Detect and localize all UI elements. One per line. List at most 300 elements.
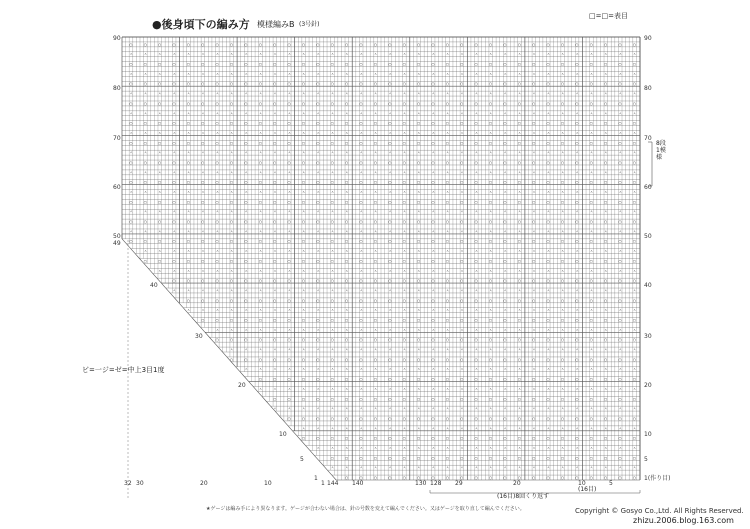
stitch-symbol: ㅅ: [229, 71, 234, 77]
stitch-symbol: ㅅ: [301, 71, 306, 77]
stitch-symbol: ㅅ: [517, 406, 522, 412]
stitch-symbol: ㅅ: [129, 209, 133, 215]
stitch-symbol: ○: [359, 61, 363, 67]
stitch-symbol: ㅅ: [373, 71, 378, 77]
stitch-symbol: ○: [632, 159, 637, 165]
stitch-symbol: ㅅ: [560, 425, 565, 431]
stitch-symbol: ○: [604, 317, 608, 323]
stitch-symbol: ○: [604, 41, 608, 47]
stitch-symbol: ○: [445, 317, 450, 323]
stitch-symbol: ○: [517, 435, 522, 441]
stitch-symbol: ○: [301, 179, 306, 185]
stitch-symbol: ○: [287, 199, 291, 205]
stitch-symbol: ○: [388, 41, 392, 47]
stitch-symbol: ○: [474, 278, 478, 284]
stitch-symbol: ㅅ: [316, 445, 320, 451]
stitch-symbol: ㅅ: [129, 110, 133, 116]
grid-line: [323, 465, 327, 470]
stitch-symbol: ○: [402, 317, 406, 323]
stitch-symbol: ㅅ: [330, 130, 335, 136]
stitch-symbol: ○: [201, 238, 205, 244]
stitch-symbol: ㅅ: [431, 248, 436, 254]
stitch-symbol: ○: [287, 41, 291, 47]
stitch-symbol: ○: [229, 140, 234, 146]
stitch-symbol: ㅅ: [129, 91, 133, 97]
stitch-symbol: ㅅ: [517, 130, 522, 136]
stitch-symbol: ㅅ: [157, 228, 162, 234]
stitch-symbol: ㅅ: [632, 248, 637, 254]
stitch-symbol: ㅅ: [157, 150, 162, 156]
stitch-symbol: ㅅ: [431, 386, 436, 392]
stitch-symbol: ㅅ: [618, 51, 623, 57]
stitch-symbol: ㅅ: [229, 287, 234, 293]
stitch-symbol: ○: [416, 356, 421, 362]
stitch-symbol: ㅅ: [575, 327, 579, 333]
stitch-symbol: ○: [201, 41, 205, 47]
stitch-symbol: ○: [416, 258, 421, 264]
stitch-symbol: ㅅ: [560, 209, 565, 215]
stitch-symbol: ○: [503, 337, 507, 343]
stitch-symbol: ○: [431, 475, 435, 481]
stitch-symbol: ○: [244, 258, 248, 264]
stitch-symbol: ㅅ: [316, 307, 320, 313]
stitch-symbol: ㅅ: [301, 366, 306, 372]
stitch-symbol: ㅅ: [560, 228, 565, 234]
stitch-symbol: ○: [560, 120, 565, 126]
stitch-symbol: ○: [345, 41, 349, 47]
stitch-symbol: ㅅ: [560, 386, 565, 392]
stitch-symbol: ○: [560, 81, 565, 87]
stitch-symbol: ○: [373, 455, 378, 461]
stitch-label: 32: [124, 480, 132, 487]
stitch-symbol: ○: [445, 199, 450, 205]
stitch-symbol: ○: [560, 159, 565, 165]
stitch-symbol: ○: [244, 81, 248, 87]
stitch-symbol: ○: [229, 317, 234, 323]
grid-line: [310, 450, 314, 455]
stitch-symbol: ㅅ: [416, 406, 421, 412]
stitch-symbol: ㅅ: [474, 386, 479, 392]
stitch-symbol: ㅅ: [604, 150, 608, 156]
stitch-symbol: ㅅ: [316, 209, 320, 215]
stitch-symbol: ○: [503, 140, 507, 146]
stitch-symbol: ○: [632, 41, 637, 47]
stitch-symbol: ㅅ: [402, 347, 407, 353]
stitch-symbol: ○: [560, 435, 565, 441]
stitch-symbol: ○: [186, 238, 191, 244]
stitch-symbol: ○: [416, 179, 421, 185]
stitch-symbol: ○: [517, 356, 522, 362]
stitch-symbol: ○: [460, 219, 464, 225]
pattern-name: 模様編みB: [257, 20, 295, 29]
stitch-symbol: ㅅ: [273, 228, 277, 234]
stitch-symbol: ○: [143, 61, 147, 67]
stitch-symbol: ㅅ: [431, 189, 436, 195]
stitch-symbol: ○: [445, 120, 450, 126]
stitch-symbol: ○: [301, 61, 306, 67]
stitch-symbol: ○: [445, 356, 450, 362]
stitch-symbol: ㅅ: [201, 130, 205, 136]
stitch-symbol: ○: [316, 61, 320, 67]
stitch-symbol: ○: [287, 415, 291, 421]
stitch-symbol: ○: [560, 199, 565, 205]
stitch-symbol: ㅅ: [388, 307, 392, 313]
stitch-symbol: ㅅ: [416, 327, 421, 333]
stitch-symbol: ○: [186, 41, 191, 47]
stitch-symbol: ○: [201, 258, 205, 264]
stitch-symbol: ㅅ: [359, 209, 364, 215]
stitch-symbol: ㅅ: [445, 445, 450, 451]
stitch-symbol: ㅅ: [287, 110, 292, 116]
stitch-symbol: ㅅ: [316, 327, 320, 333]
grid-line: [218, 347, 222, 352]
stitch-symbol: ○: [373, 356, 378, 362]
stitch-symbol: ㅅ: [345, 71, 349, 77]
stitch-symbol: ○: [632, 337, 637, 343]
stitch-symbol: ㅅ: [330, 189, 335, 195]
stitch-symbol: ㅅ: [258, 189, 263, 195]
stitch-symbol: ㅅ: [330, 425, 335, 431]
stitch-symbol: ㅅ: [589, 287, 594, 293]
stitch-symbol: ○: [186, 297, 191, 303]
stitch-symbol: ㅅ: [532, 347, 536, 353]
stitch-symbol: ○: [373, 140, 378, 146]
stitch-symbol: ○: [157, 81, 162, 87]
stitch-symbol: ㅅ: [604, 366, 608, 372]
stitch-symbol: ㅅ: [388, 91, 392, 97]
stitch-symbol: ○: [215, 278, 219, 284]
stitch-symbol: ㅅ: [143, 209, 148, 215]
stitch-symbol: ○: [460, 238, 464, 244]
stitch-symbol: ㅅ: [416, 287, 421, 293]
stitch-symbol: ㅅ: [416, 91, 421, 97]
stitch-symbol: ㅅ: [517, 445, 522, 451]
stitch-symbol: ㅅ: [143, 71, 148, 77]
stitch-symbol: ㅅ: [604, 327, 608, 333]
stitch-symbol: ㅅ: [359, 189, 364, 195]
stitch-label: 140: [352, 480, 364, 487]
stitch-symbol: ㅅ: [618, 169, 623, 175]
stitch-symbol: ㅅ: [215, 91, 220, 97]
stitch-symbol: ㅅ: [273, 130, 277, 136]
stitch-symbol: ○: [503, 81, 507, 87]
stitch-symbol: ○: [416, 100, 421, 106]
stitch-symbol: ○: [589, 238, 593, 244]
stitch-symbol: ○: [215, 199, 219, 205]
stitch-symbol: ㅅ: [330, 268, 335, 274]
stitch-symbol: ○: [517, 41, 522, 47]
stitch-symbol: ○: [129, 179, 133, 185]
stitch-symbol: ㅅ: [474, 268, 479, 274]
stitch-label: 5: [609, 480, 613, 487]
stitch-symbol: ㅅ: [416, 130, 421, 136]
stitch-symbol: ㅅ: [618, 445, 623, 451]
stitch-symbol: ㅅ: [575, 51, 579, 57]
stitch-symbol: ㅅ: [416, 386, 421, 392]
stitch-symbol: ○: [345, 159, 349, 165]
stitch-symbol: ㅅ: [244, 248, 248, 254]
stitch-symbol: ㅅ: [316, 189, 320, 195]
stitch-symbol: ○: [431, 100, 435, 106]
stitch-symbol: ○: [517, 238, 522, 244]
stitch-symbol: ○: [575, 278, 579, 284]
stitch-symbol: ○: [215, 337, 219, 343]
stitch-symbol: ○: [517, 317, 522, 323]
stitch-symbol: ㅅ: [402, 169, 407, 175]
stitch-symbol: ㅅ: [445, 110, 450, 116]
stitch-symbol: ㅅ: [503, 406, 507, 412]
stitch-symbol: ○: [532, 41, 536, 47]
stitch-symbol: ㅅ: [532, 465, 536, 471]
stitch-symbol: ㅅ: [287, 366, 292, 372]
stitch-symbol: ㅅ: [345, 91, 349, 97]
stitch-symbol: ㅅ: [359, 228, 364, 234]
stitch-symbol: ㅅ: [517, 51, 522, 57]
stitch-symbol: ○: [359, 219, 363, 225]
stitch-symbol: ㅅ: [244, 327, 248, 333]
stitch-symbol: ○: [215, 238, 219, 244]
stitch-symbol: ㅅ: [273, 110, 277, 116]
stitch-symbol: ㅅ: [474, 347, 479, 353]
stitch-symbol: ㅅ: [229, 228, 234, 234]
stitch-symbol: ○: [157, 199, 162, 205]
stitch-symbol: ㅅ: [618, 110, 623, 116]
stitch-symbol: ○: [618, 179, 622, 185]
stitch-symbol: ㅅ: [575, 209, 579, 215]
stitch-symbol: ㅅ: [560, 366, 565, 372]
stitch-symbol: ㅅ: [618, 465, 623, 471]
stitch-symbol: ○: [618, 100, 622, 106]
stitch-symbol: ㅅ: [560, 189, 565, 195]
stitch-symbol: ○: [431, 41, 435, 47]
stitch-symbol: ○: [575, 179, 579, 185]
stitch-symbol: ㅅ: [431, 406, 436, 412]
stitch-symbol: ○: [186, 100, 191, 106]
stitch-symbol: ○: [546, 297, 550, 303]
stitch-symbol: ㅅ: [632, 366, 637, 372]
stitch-symbol: ○: [589, 475, 593, 481]
stitch-symbol: ㅅ: [445, 386, 450, 392]
stitch-symbol: ○: [388, 278, 392, 284]
grid-line: [249, 382, 253, 387]
stitch-symbol: ㅅ: [316, 91, 320, 97]
stitch-symbol: ○: [273, 41, 277, 47]
stitch-symbol: ㅅ: [632, 91, 637, 97]
stitch-symbol: ○: [172, 100, 176, 106]
stitch-symbol: ○: [157, 258, 162, 264]
stitch-symbol: ㅅ: [287, 268, 292, 274]
stitch-symbol: ㅅ: [359, 268, 364, 274]
stitch-symbol: ㅅ: [416, 425, 421, 431]
stitch-symbol: ○: [604, 356, 608, 362]
stitch-symbol: ○: [488, 61, 493, 67]
stitch-symbol: ㅅ: [215, 248, 220, 254]
stitch-symbol: ㅅ: [445, 307, 450, 313]
stitch-symbol: ㅅ: [560, 150, 565, 156]
stitch-symbol: ○: [157, 219, 162, 225]
grid-line: [257, 391, 261, 396]
stitch-symbol: ㅅ: [244, 209, 248, 215]
stitch-symbol: ㅅ: [604, 287, 608, 293]
stitch-symbol: ㅅ: [416, 445, 421, 451]
stitch-symbol: ㅅ: [632, 228, 637, 234]
stitch-symbol: ○: [388, 297, 392, 303]
stitch-symbol: ○: [215, 41, 219, 47]
stitch-symbol: ㅅ: [532, 307, 536, 313]
stitch-symbol: ○: [301, 337, 306, 343]
stitch-symbol: ○: [517, 100, 522, 106]
stitch-symbol: ○: [330, 100, 334, 106]
stitch-symbol: ㅅ: [546, 71, 551, 77]
legend-knit-stitch: □=□=表目: [589, 12, 628, 20]
stitch-symbol: ○: [488, 159, 493, 165]
stitch-symbol: ㅅ: [589, 228, 594, 234]
stitch-symbol: ○: [373, 219, 378, 225]
stitch-symbol: ○: [373, 396, 378, 402]
stitch-symbol: ㅅ: [172, 130, 177, 136]
stitch-symbol: ○: [287, 238, 291, 244]
stitch-symbol: ㅅ: [143, 228, 148, 234]
stitch-symbol: ○: [460, 179, 464, 185]
stitch-symbol: ○: [604, 455, 608, 461]
stitch-symbol: ○: [229, 297, 234, 303]
stitch-symbol: ㅅ: [474, 228, 479, 234]
stitch-symbol: ㅅ: [488, 110, 493, 116]
stitch-symbol: ㅅ: [632, 425, 637, 431]
stitch-symbol: ○: [604, 120, 608, 126]
stitch-symbol: ㅅ: [460, 228, 464, 234]
stitch-symbol: ○: [172, 159, 176, 165]
stitch-symbol: ○: [503, 396, 507, 402]
stitch-symbol: ㅅ: [604, 307, 608, 313]
stitch-symbol: ○: [229, 199, 234, 205]
stitch-symbol: ㅅ: [460, 248, 464, 254]
stitch-symbol: ○: [345, 396, 349, 402]
stitch-symbol: ○: [445, 41, 450, 47]
stitch-symbol: ㅅ: [172, 248, 177, 254]
stitch-symbol: ○: [129, 238, 133, 244]
stitch-symbol: ㅅ: [229, 130, 234, 136]
stitch-symbol: ㅅ: [589, 327, 594, 333]
stitch-symbol: ○: [546, 475, 550, 481]
stitch-symbol: ㅅ: [431, 327, 436, 333]
stitch-symbol: ○: [301, 317, 306, 323]
row-label-right: 40: [644, 282, 652, 289]
stitch-symbol: ○: [474, 61, 478, 67]
stitch-symbol: ㅅ: [575, 71, 579, 77]
stitch-symbol: ㅅ: [157, 268, 162, 274]
stitch-symbol: ㅅ: [431, 228, 436, 234]
stitch-symbol: ○: [618, 61, 622, 67]
stitch-symbol: ○: [618, 238, 622, 244]
stitch-symbol: ○: [575, 120, 579, 126]
stitch-symbol: ㅅ: [330, 209, 335, 215]
stitch-symbol: ○: [402, 278, 406, 284]
stitch-symbol: ㅅ: [273, 386, 277, 392]
grid-line: [196, 322, 200, 327]
stitch-symbol: ○: [488, 337, 493, 343]
stitch-symbol: ㅅ: [532, 130, 536, 136]
stitch-symbol: ○: [143, 159, 147, 165]
grid-line: [192, 318, 196, 323]
stitch-symbol: ○: [474, 238, 478, 244]
stitch-symbol: ○: [416, 376, 421, 382]
stitch-symbol: ○: [273, 199, 277, 205]
stitch-symbol: ○: [388, 159, 392, 165]
stitch-symbol: ㅅ: [301, 307, 306, 313]
stitch-symbol: ㅅ: [388, 189, 392, 195]
stitch-symbol: ㅅ: [575, 307, 579, 313]
stitch-symbol: ○: [258, 140, 263, 146]
stitch-symbol: ○: [488, 356, 493, 362]
grid-line: [148, 268, 152, 273]
stitch-symbol: ㅅ: [345, 406, 349, 412]
stitch-symbol: ㅅ: [345, 248, 349, 254]
stitch-symbol: ㅅ: [330, 91, 335, 97]
stitch-symbol: ○: [287, 337, 291, 343]
stitch-symbol: ○: [330, 159, 334, 165]
grid-line: [292, 431, 296, 436]
stitch-symbol: ㅅ: [143, 110, 148, 116]
stitch-symbol: ㅅ: [215, 169, 220, 175]
stitch-symbol: ○: [604, 297, 608, 303]
stitch-symbol: ㅅ: [186, 150, 191, 156]
stitch-symbol: ○: [503, 199, 507, 205]
stitch-symbol: ○: [589, 140, 593, 146]
stitch-symbol: ㅅ: [273, 268, 277, 274]
stitch-symbol: ○: [445, 100, 450, 106]
stitch-symbol: ㅅ: [359, 51, 364, 57]
stitch-symbol: ㅅ: [604, 268, 608, 274]
stitch-symbol: ○: [604, 100, 608, 106]
stitch-symbol: ○: [244, 100, 248, 106]
stitch-symbol: ○: [273, 317, 277, 323]
stitch-symbol: ㅅ: [546, 465, 551, 471]
stitch-symbol: ○: [301, 219, 306, 225]
stitch-symbol: ㅅ: [402, 406, 407, 412]
stitch-symbol: ㅅ: [258, 110, 263, 116]
repeat-unit-label: (16目): [578, 486, 597, 493]
stitch-symbol: ㅅ: [244, 150, 248, 156]
stitch-symbol: ○: [186, 258, 191, 264]
grid-line: [205, 332, 209, 337]
stitch-symbol: ㅅ: [503, 386, 507, 392]
stitch-symbol: ㅅ: [359, 287, 364, 293]
stitch-symbol: ○: [618, 317, 622, 323]
stitch-symbol: ㅅ: [388, 71, 392, 77]
stitch-symbol: ○: [488, 219, 493, 225]
stitch-symbol: ㅅ: [560, 268, 565, 274]
stitch-symbol: ㅅ: [503, 209, 507, 215]
stitch-symbol: ○: [431, 317, 435, 323]
stitch-symbol: ㅅ: [575, 248, 579, 254]
stitch-symbol: ㅅ: [618, 268, 623, 274]
stitch-symbol: ○: [373, 100, 378, 106]
stitch-symbol: ㅅ: [460, 110, 464, 116]
stitch-symbol: ○: [388, 376, 392, 382]
stitch-symbol: ○: [359, 41, 363, 47]
stitch-symbol: ㅅ: [388, 228, 392, 234]
stitch-symbol: ○: [445, 455, 450, 461]
stitch-symbol: ○: [359, 159, 363, 165]
stitch-symbol: ○: [345, 100, 349, 106]
stitch-symbol: ㅅ: [157, 248, 162, 254]
stitch-symbol: ㅅ: [388, 425, 392, 431]
stitch-symbol: ㅅ: [345, 307, 349, 313]
stitch-symbol: ㅅ: [359, 347, 364, 353]
stitch-symbol: ㅅ: [359, 307, 364, 313]
stitch-symbol: ㅅ: [517, 189, 522, 195]
